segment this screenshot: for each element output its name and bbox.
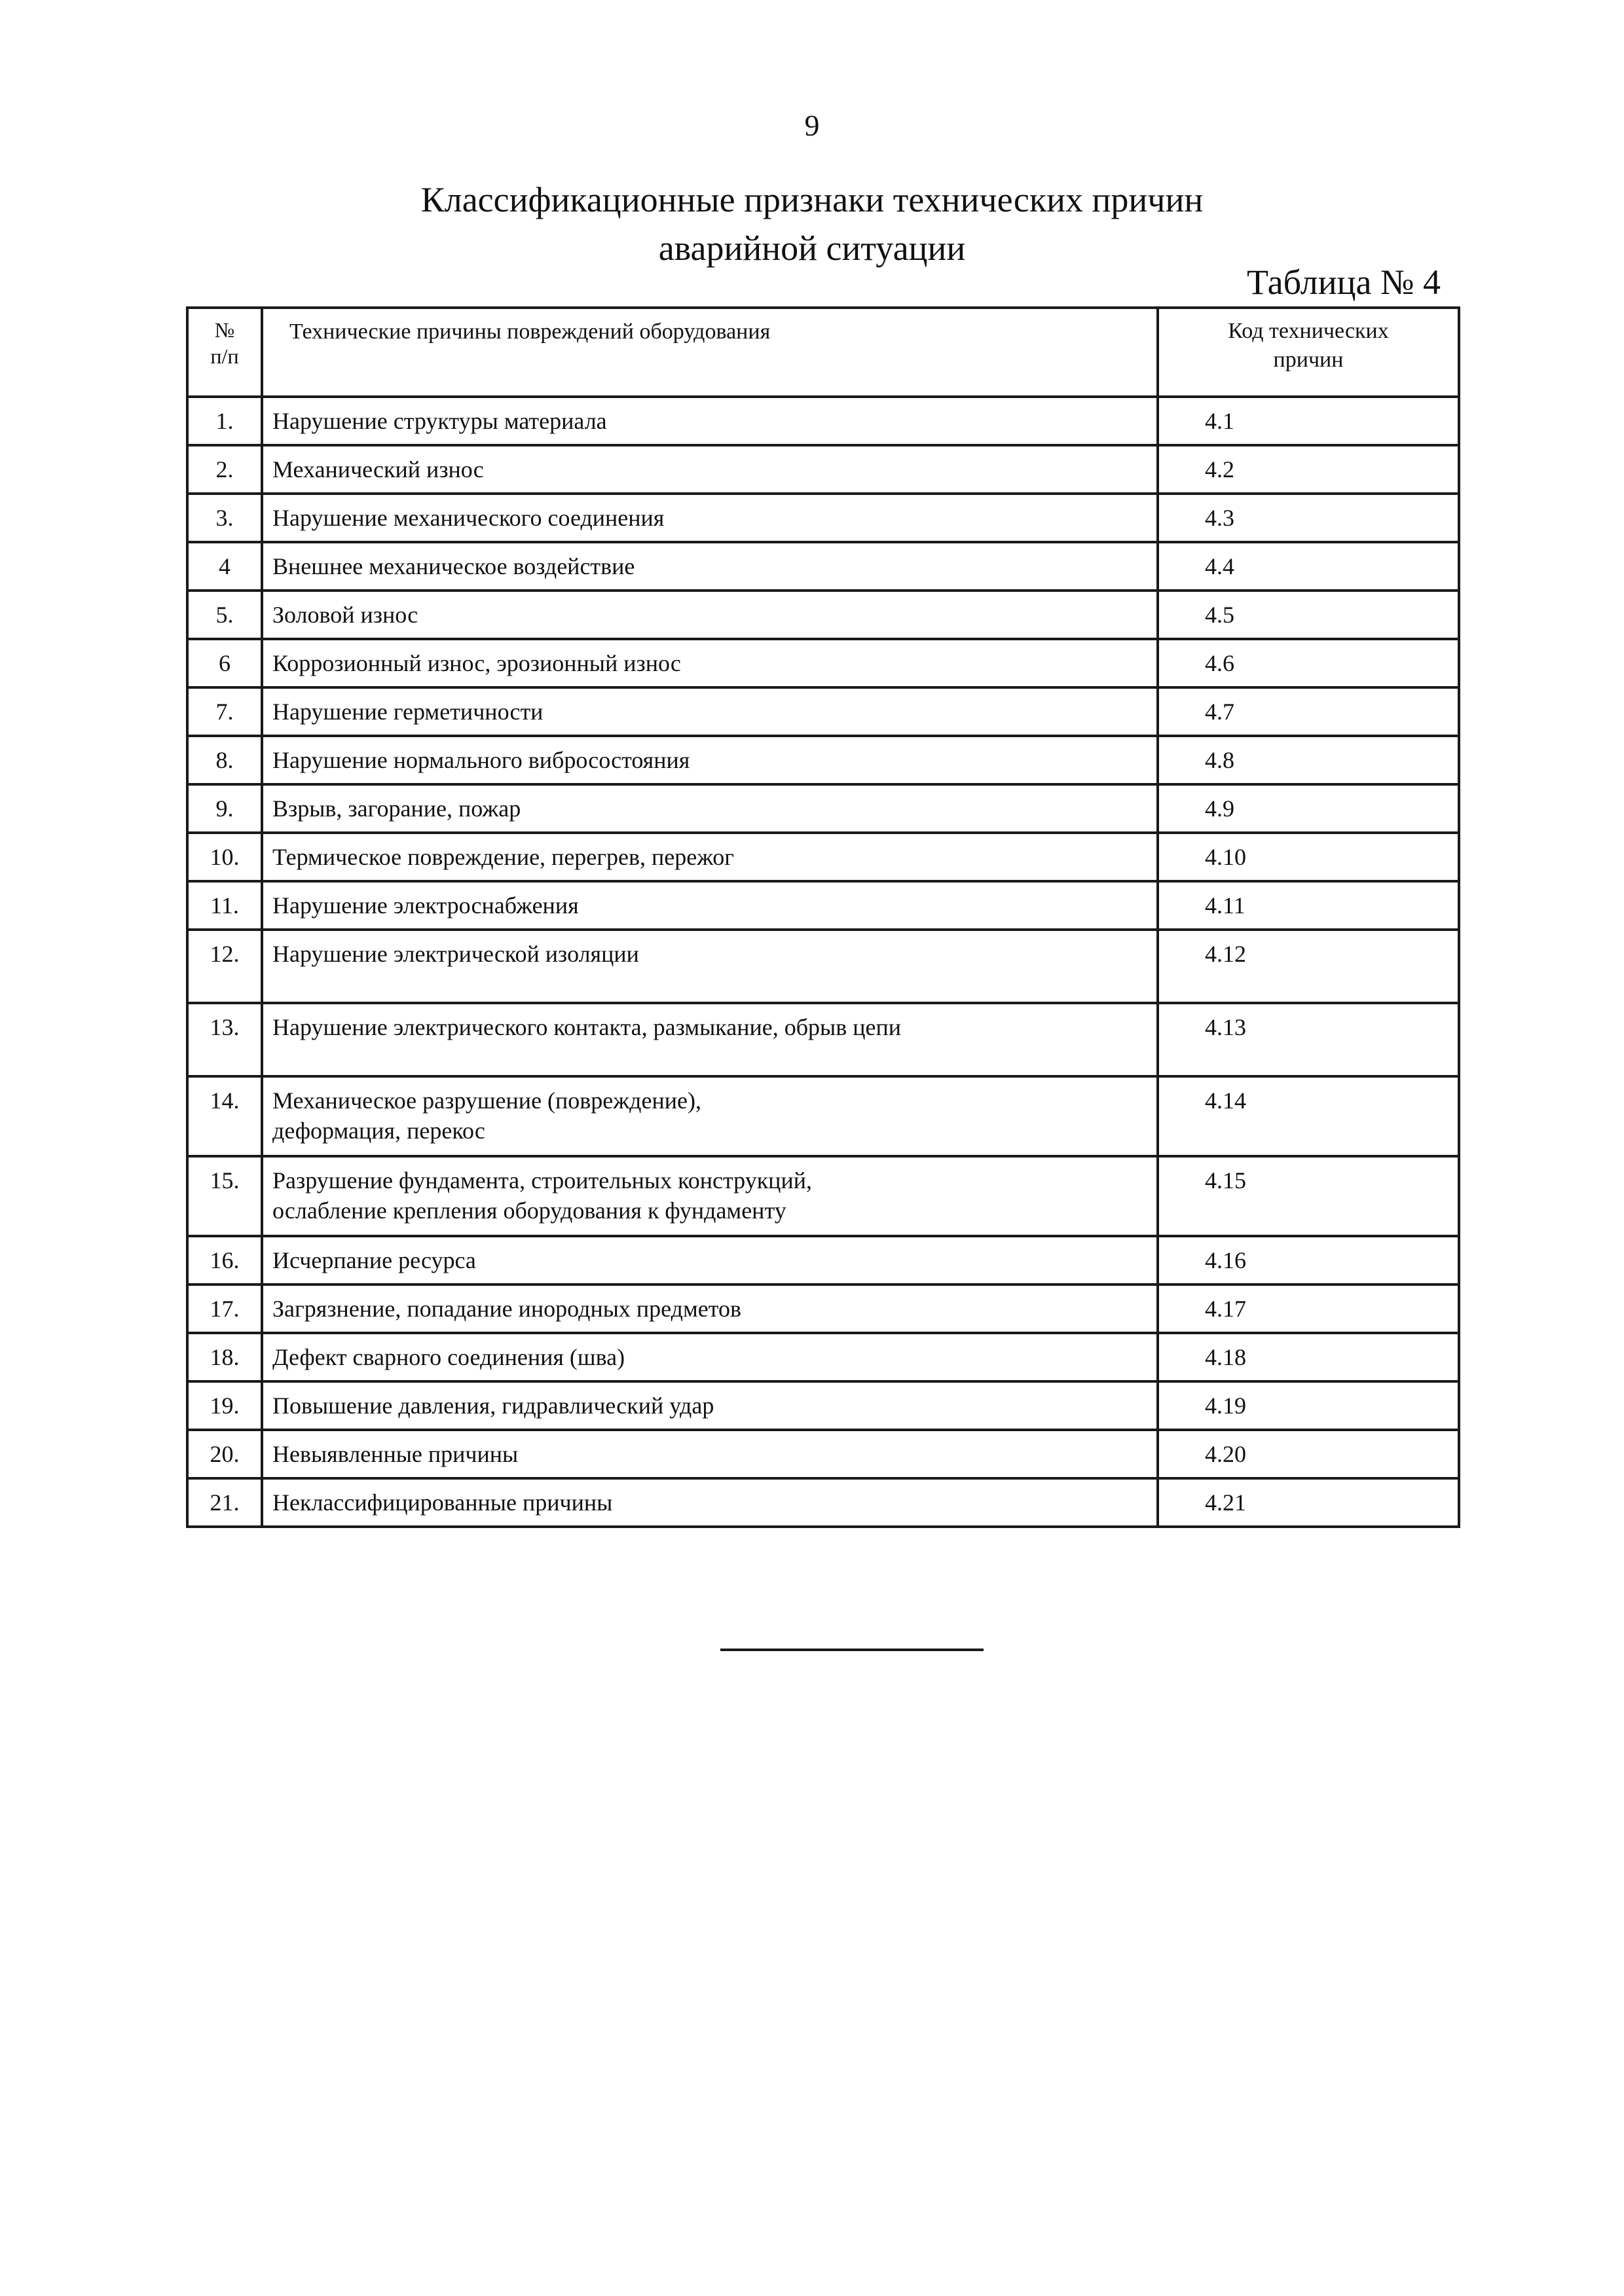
row-number: 20. — [187, 1430, 262, 1478]
table-row — [187, 591, 1459, 639]
row-description — [262, 1003, 1158, 1076]
row-description-line1: Дефект сварного соединения (шва) — [272, 1344, 625, 1370]
row-description-line1: Нарушение механического соединения — [272, 505, 665, 531]
table-row — [187, 445, 1459, 494]
table-row — [187, 542, 1459, 591]
row-description-line1: Механическое разрушение (повреждение), — [272, 1087, 701, 1114]
row-code: 4.18 — [1158, 1333, 1459, 1381]
row-number: 3. — [187, 494, 262, 542]
row-number: 5. — [187, 591, 262, 639]
row-number: 17. — [187, 1285, 262, 1333]
row-number: 7. — [187, 687, 262, 736]
table-row — [187, 1381, 1459, 1430]
table-row — [187, 397, 1459, 445]
row-description — [262, 542, 1158, 591]
row-code: 4.3 — [1158, 494, 1459, 542]
row-number: 9. — [187, 784, 262, 833]
table-header-row — [187, 308, 1459, 397]
table-row — [187, 1285, 1459, 1333]
row-description — [262, 930, 1158, 1003]
row-description-line1: Повышение давления, гидравлический удар — [272, 1393, 714, 1419]
table-row — [187, 930, 1459, 1003]
row-description-line1: Нарушение электрического контакта, размыкание, обрыв цепи — [272, 1014, 902, 1040]
row-code: 4.12 — [1158, 930, 1459, 1003]
row-code: 4.6 — [1158, 639, 1459, 687]
row-description-line1: Нарушение электроснабжения — [272, 892, 579, 919]
row-description-line1: Золовой износ — [272, 602, 418, 628]
table-row — [187, 687, 1459, 736]
row-code: 4.13 — [1158, 1003, 1459, 1076]
row-description-line2: ослабление крепления оборудования к фундаменту — [272, 1197, 786, 1224]
row-number: 18. — [187, 1333, 262, 1381]
row-description — [262, 1333, 1158, 1381]
row-description — [262, 591, 1158, 639]
row-description — [262, 494, 1158, 542]
table-row — [187, 1236, 1459, 1285]
row-code: 4.10 — [1158, 833, 1459, 881]
row-description-line1: Невыявленные причины — [272, 1441, 519, 1467]
row-code: 4.9 — [1158, 784, 1459, 833]
table-label: Таблица № 4 — [1247, 263, 1441, 302]
row-number: 8. — [187, 736, 262, 784]
row-code: 4.16 — [1158, 1236, 1459, 1285]
row-description-line1: Нарушение герметичности — [272, 699, 544, 725]
table-row — [187, 639, 1459, 687]
row-description — [262, 1076, 1158, 1156]
row-code: 4.7 — [1158, 687, 1459, 736]
row-number: 10. — [187, 833, 262, 881]
table-row — [187, 881, 1459, 930]
footer-rule — [720, 1649, 984, 1651]
row-description-line1: Неклассифицированные причины — [272, 1489, 613, 1516]
row-description — [262, 784, 1158, 833]
row-number: 12. — [187, 930, 262, 1003]
row-description — [262, 736, 1158, 784]
page-number: 9 — [804, 109, 820, 142]
row-number: 16. — [187, 1236, 262, 1285]
row-description-line1: Нарушение структуры материала — [272, 408, 607, 434]
row-code: 4.4 — [1158, 542, 1459, 591]
row-code: 4.17 — [1158, 1285, 1459, 1333]
header-code — [1158, 308, 1459, 397]
row-description-line1: Взрыв, загорание, пожар — [272, 795, 521, 822]
row-description-line1: Разрушение фундамента, строительных конструкций, — [272, 1167, 812, 1194]
row-description — [262, 445, 1158, 494]
row-code: 4.2 — [1158, 445, 1459, 494]
row-description — [262, 1430, 1158, 1478]
row-description-line1: Коррозионный износ, эрозионный износ — [272, 650, 681, 676]
row-code: 4.20 — [1158, 1430, 1459, 1478]
table-body — [187, 397, 1459, 1527]
row-code: 4.14 — [1158, 1076, 1459, 1156]
header-num — [187, 308, 262, 397]
row-description-line1: Механический износ — [272, 456, 484, 483]
row-description-line2: деформация, перекос — [272, 1118, 485, 1144]
page-title — [0, 175, 1624, 272]
header-code-line2: причин — [1273, 348, 1344, 372]
table-row — [187, 494, 1459, 542]
table-row — [187, 833, 1459, 881]
header-code-line1: Код технических — [1228, 319, 1389, 343]
row-description-line1: Нарушение нормального вибросостояния — [272, 747, 690, 773]
row-description-line1: Загрязнение, попадание инородных предметов — [272, 1296, 741, 1322]
row-number: 2. — [187, 445, 262, 494]
row-number: 21. — [187, 1478, 262, 1527]
row-description — [262, 1156, 1158, 1236]
table-row — [187, 1003, 1459, 1076]
row-description-line1: Нарушение электрической изоляции — [272, 941, 639, 967]
row-code: 4.21 — [1158, 1478, 1459, 1527]
row-code: 4.8 — [1158, 736, 1459, 784]
row-description — [262, 881, 1158, 930]
row-number: 6 — [187, 639, 262, 687]
row-description — [262, 397, 1158, 445]
row-description-line1: Исчерпание ресурса — [272, 1247, 476, 1273]
header-num-line1: № — [214, 318, 235, 342]
title-line-1: Классификационные признаки технических причин — [420, 180, 1204, 219]
title-line-2: аварийной ситуации — [658, 228, 966, 268]
row-number: 11. — [187, 881, 262, 930]
table-row — [187, 1430, 1459, 1478]
row-code: 4.19 — [1158, 1381, 1459, 1430]
row-code: 4.1 — [1158, 397, 1459, 445]
row-description — [262, 1236, 1158, 1285]
table-row — [187, 1076, 1459, 1156]
row-code: 4.11 — [1158, 881, 1459, 930]
row-description — [262, 1285, 1158, 1333]
row-code: 4.5 — [1158, 591, 1459, 639]
header-num-line2: п/п — [210, 344, 239, 368]
header-desc: Технические причины повреждений оборудования — [262, 308, 1158, 397]
row-number: 13. — [187, 1003, 262, 1076]
row-code: 4.15 — [1158, 1156, 1459, 1236]
table-row — [187, 1478, 1459, 1527]
row-number: 19. — [187, 1381, 262, 1430]
table-row — [187, 784, 1459, 833]
table-row — [187, 736, 1459, 784]
row-description-line1: Термическое повреждение, перегрев, пережог — [272, 844, 734, 870]
row-number: 14. — [187, 1076, 262, 1156]
causes-table — [186, 306, 1460, 1528]
table-row — [187, 1333, 1459, 1381]
table-row — [187, 1156, 1459, 1236]
row-description — [262, 1478, 1158, 1527]
row-description-line1: Внешнее механическое воздействие — [272, 553, 635, 579]
row-description — [262, 639, 1158, 687]
row-description — [262, 1381, 1158, 1430]
row-number: 4 — [187, 542, 262, 591]
row-number: 1. — [187, 397, 262, 445]
row-description — [262, 833, 1158, 881]
row-number: 15. — [187, 1156, 262, 1236]
row-description — [262, 687, 1158, 736]
